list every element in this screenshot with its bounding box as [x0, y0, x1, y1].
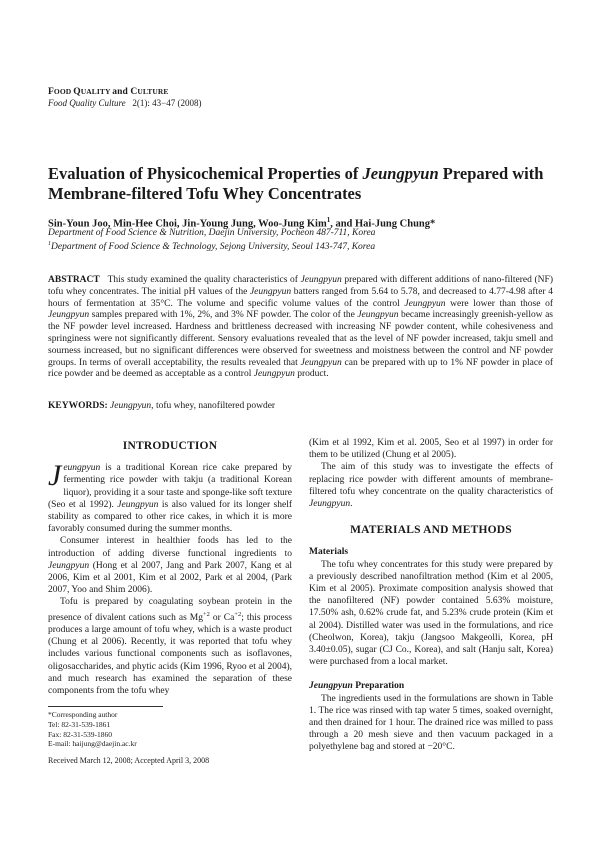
- right-column: [309, 437, 553, 754]
- keywords: KEYWORDS: Jeungpyun, tofu whey, nanofiltered powder: [48, 401, 276, 411]
- intro-paragraph-1: Jeungpyun is a traditional Korean rice cake prepared by fermenting rice powder with takju (a traditional Korean liquor), providing it a sour taste and sponge-like soft texture (Seo et al 1992). Jeungpyun is also valued for its longer shelf stability as compared to other rice cakes, in which it is more favorably consumed during the summer months.: [48, 459, 292, 535]
- affiliation-2: $^1$Department of Food Science & Technology, Sejong University, Seoul 143-747, Korea: [48, 241, 376, 253]
- materials-paragraph: The tofu whey concentrates for this study were prepared by a previously described nanofiltration method (Kim et al 2005, Kim et al 2005). Proximate composition analysis showed that the nanofiltered (NF) powder contained 5.63% moisture, 17.50% ash, 0.62% crude fat, and 5.23% crude protein (Kim et al 2004). Distilled water was used in the formulations, and rice (Cheolwon, Korea), takju (Jangsoo Makgeolli, Korea, pH 3.40±0.05), sugar (CJ Co., Korea), and salt (Hanju salt, Korea) were purchased from a local market.: [309, 559, 553, 668]
- materials-subheading: Materials: [309, 547, 349, 558]
- journal-header: [48, 86, 202, 109]
- preparation-paragraph: The ingredients used in the formulations are shown in Table 1. The rice was rinsed with tap water 5 times, soaked overnight, and then drained for 1 hour. The drained rice was milled to pass through a 20 mesh sieve and then vacuum packaged in a polyethylene bag and stored at −20°C.: [309, 693, 553, 753]
- intro-paragraph-3: Tofu is prepared by coagulating soybean protein in the presence of divalent cations such as $Mg^{+2}$ or $Ca^{+2}$; this process produces a large amount of tofu whey, which is a waste product (Chung et al 2006). Recently, it was reported that tofu whey includes various functional components such as isoflavones, oligosaccharides, and phytic acids (Kim 1996, Ryoo et al 2004), and much research has examined the separation of these components from the tofu whey: [48, 597, 293, 697]
- introduction-heading: INTRODUCTION: [122, 440, 218, 452]
- abstract: ABSTRACT This study examined the quality characteristics of Jeungpyun prepared with different additions of nano-filtered (NF) tofu whey concentrates. The initial pH values of the Jeungpyun batters ranged from 5.64 to 5.78, and decreased to 4.77-4.98 after 4 hours of fermentation at 35°C. The volume and specific volume values of the control Jeungpyun were lower than those of Jeungpyun samples prepared with 1%, 2%, and 3% NF powder. The color of the Jeungpyun became increasingly greenish-yellow as the NF powder level increased. Hardness and brittleness decreased with increasing NF powder content, while cohesiveness and springiness were not significantly different. Sensory evaluations revealed that as the level of NF powder increased, takju smell and sourness increased, but no significant differences were observed for sweetness and moistness between the control and NF powder groups. In terms of overall acceptability, the results revealed that Jeungpyun can be prepared with up to 1% NF powder in place of rice powder and be deemed as acceptable as a control Jeungpyun product.: [48, 275, 554, 380]
- intro-paragraph-2: Consumer interest in healthier foods has led to the introduction of adding diverse functional ingredients to Jeungpyun (Hong et al 2007, Jang and Park 2007, Kang et al 2006, Kim et al 2001, Kim et al 2002, Park et al 2004, (Park 2007, Yoo and Shim 2006).: [48, 536, 292, 596]
- drop-cap: J: [48, 459, 62, 493]
- intro-continuation: (Kim et al 1992, Kim et al. 2005, Seo et al 1997) in order for them to be utilized (Chung et al 2005).: [309, 438, 553, 461]
- paper-title: Evaluation of Physicochemical Properties of Jeungpyun Prepared with Membrane-filtered Tofu Whey Concentrates: [48, 164, 544, 203]
- journal-name: FOOD QUALITY and CULTURE: [48, 87, 169, 97]
- left-column: [48, 440, 292, 697]
- footnote-divider: [48, 706, 163, 707]
- aim-paragraph: The aim of this study was to investigate the effects of replacing rice powder with different amounts of membrane-filtered tofu whey concentrate on the quality characteristics of Jeungpyun.: [309, 462, 553, 510]
- journal-citation: Food Quality Culture 2(1): 43−47 (2008): [48, 98, 202, 108]
- preparation-subheading: Jeungpyun Preparation: [309, 681, 405, 692]
- methods-heading: MATERIALS AND METHODS: [350, 524, 512, 537]
- abstract-label: ABSTRACT: [48, 275, 100, 285]
- received-accepted-dates: Received March 12, 2008; Accepted April 3, 2008: [48, 756, 210, 765]
- corresponding-author-footnote: *Corresponding author Tel: 82-31-539-1861 Fax: 82-31-539-1860 E-mail: haijung@daejin.ac.kr: [48, 710, 137, 749]
- affiliation-1: Department of Food Science & Nutrition, Daejin University, Pocheon 487-711, Korea: [48, 228, 376, 238]
- author-list: Sin-Youn Joo, Min-Hee Choi, Jin-Young Jung, Woo-Jung Kim$^1$, and Hai-Jung Chung*: [48, 216, 436, 230]
